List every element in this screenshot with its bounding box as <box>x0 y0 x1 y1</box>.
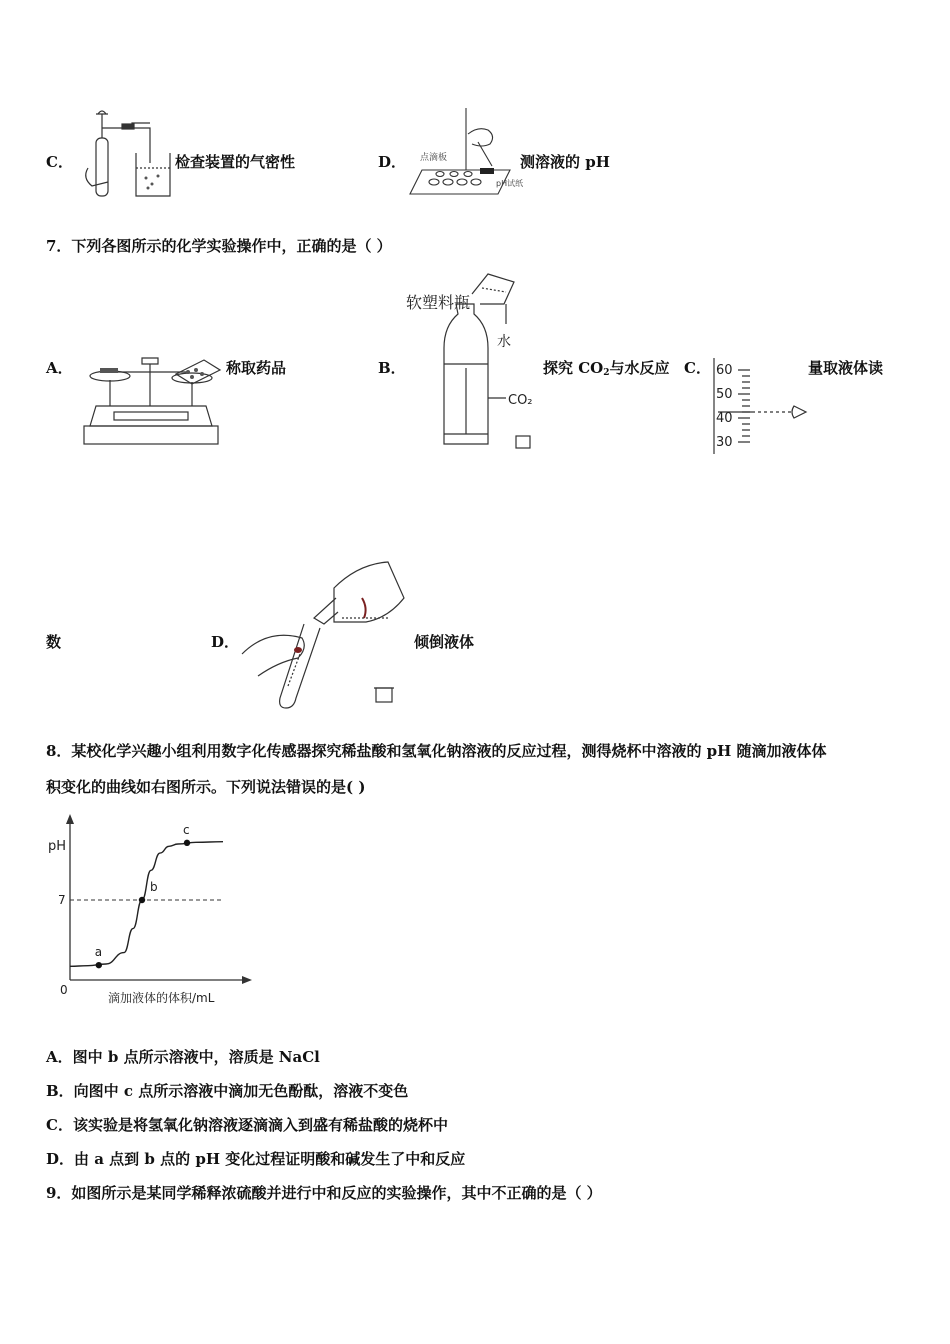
ph-curve <box>70 842 223 967</box>
q7-option-b-letter: B． <box>378 359 406 377</box>
q6-option-c-letter: C． <box>46 153 73 171</box>
scale-tick-40: 40 <box>716 411 733 426</box>
q7c-cylinder-reading-figure <box>708 356 808 456</box>
q8-ph-chart <box>40 810 260 1010</box>
q6d-ph-paper-figure <box>406 104 524 202</box>
q7-option-c-letter: C． <box>684 359 711 377</box>
q7-option-c-text-part2: 数 <box>46 633 62 651</box>
point-c <box>184 840 190 846</box>
x-axis-arrow <box>242 976 252 984</box>
q6-option-d-letter: D． <box>378 153 407 171</box>
scale-tick-30: 30 <box>716 435 733 450</box>
q7-option-a-text: 称取药品 <box>226 359 287 377</box>
q7-option-d-text: 倾倒液体 <box>414 633 475 651</box>
scale-tick-50: 50 <box>716 387 733 402</box>
point-label-c: c <box>183 822 190 837</box>
origin-label: 0 <box>60 983 68 997</box>
q8-option-a: A．图中 b 点所示溶液中，溶质是 NaCl <box>46 1048 320 1066</box>
q8-stem-line1: 8．某校化学兴趣小组利用数字化传感器探究稀盐酸和氢氧化钠溶液的反应过程，测得烧杯中溶液的 pH 随滴加液体体 <box>46 742 827 760</box>
q7a-balance-figure <box>80 350 228 450</box>
plate-label: 点滴板 <box>420 153 448 163</box>
q7-option-c-text-part1: 量取液体读 <box>808 359 884 377</box>
q6-option-d-text: 测溶液的 pH <box>520 153 610 171</box>
q6-option-c-text: 检查装置的气密性 <box>175 153 296 171</box>
y-axis-label: pH <box>48 839 67 854</box>
x-axis-label: 滴加液体的体积/mL <box>108 991 215 1005</box>
point-label-b: b <box>150 880 158 894</box>
q7b-co2-bottle-figure <box>402 264 542 456</box>
q8-option-b: B．向图中 c 点所示溶液中滴加无色酚酞，溶液不变色 <box>46 1082 409 1100</box>
bottle-label: 软塑料瓶 <box>406 293 471 312</box>
q9-stem: 9．如图所示是某同学稀释浓硫酸并进行中和反应的实验操作，其中不正确的是（ ） <box>46 1184 602 1202</box>
q8-option-c: C．该实验是将氢氧化钠溶液逐滴滴入到盛有稀盐酸的烧杯中 <box>46 1116 448 1134</box>
q7d-pouring-liquid-figure <box>238 558 414 710</box>
water-label: 水 <box>497 334 511 350</box>
y-tick-7: 7 <box>58 893 66 907</box>
q8-stem-line2: 积变化的曲线如右图所示。下列说法错误的是( ) <box>46 778 366 796</box>
q8-option-d: D．由 a 点到 b 点的 pH 变化过程证明酸和碱发生了中和反应 <box>46 1150 466 1168</box>
point-a <box>96 962 102 968</box>
point-b <box>139 897 145 903</box>
q7-option-d-letter: D． <box>211 633 240 651</box>
y-axis-arrow <box>66 814 74 824</box>
q7-option-b-text: 探究 $CO_2$与水反应 <box>543 359 670 378</box>
q6c-airtight-apparatus-figure <box>78 108 174 203</box>
scale-tick-60: 60 <box>716 363 733 378</box>
q7-stem: 7．下列各图所示的化学实验操作中，正确的是（ ） <box>46 237 392 255</box>
ph-paper-shape <box>480 168 494 174</box>
q7-option-a-letter: A． <box>46 359 73 377</box>
co2-label: CO₂ <box>508 393 533 408</box>
point-label-a: a <box>94 945 103 960</box>
ph-paper-label: pH试纸 <box>496 179 524 188</box>
